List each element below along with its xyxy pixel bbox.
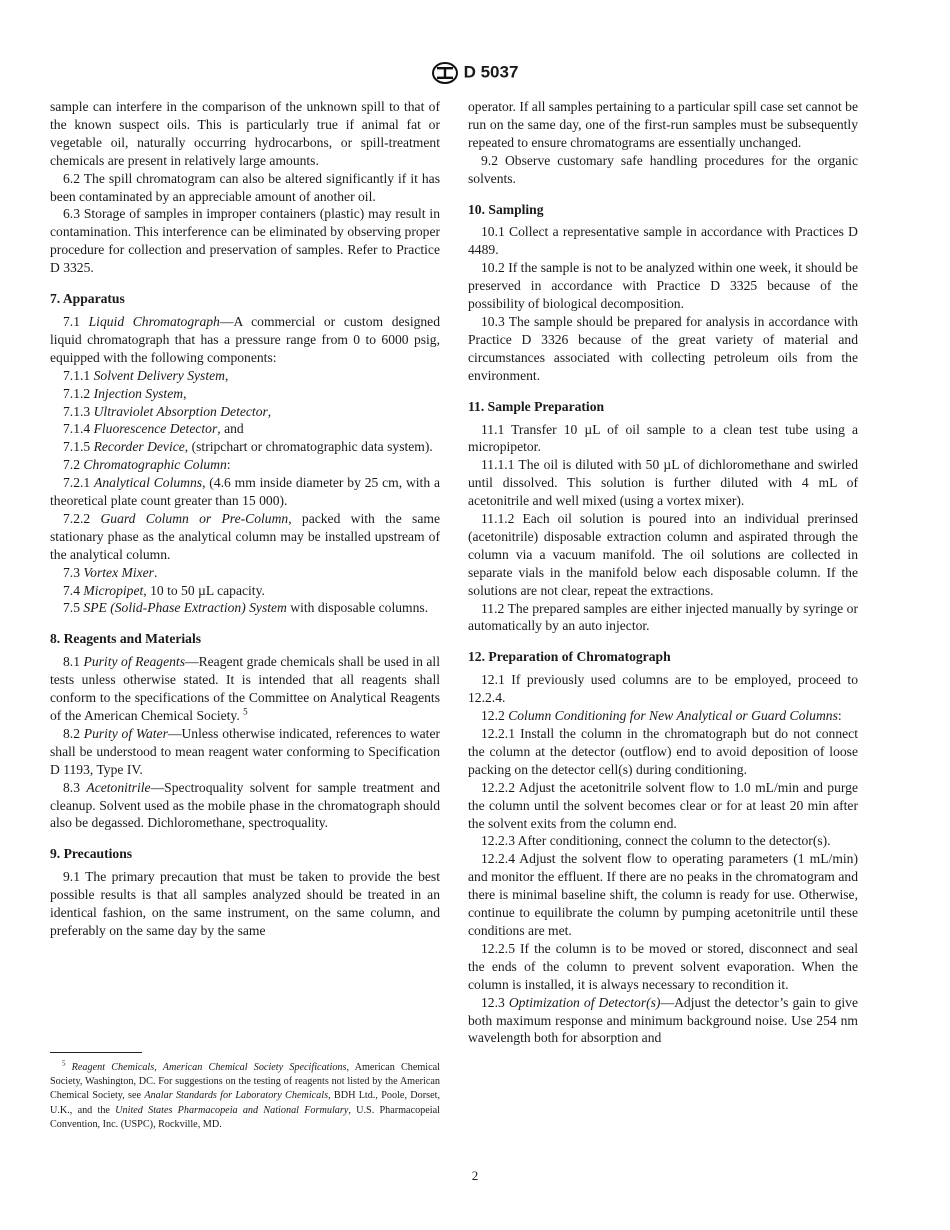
paragraph-6-2: 6.2 The spill chromatogram can also be altered significantly if it has been contaminated by an appreciable amount of another oil. — [50, 170, 440, 204]
paragraph-7-5: 7.5 SPE (Solid-Phase Extraction) System with disposable columns. — [63, 600, 429, 616]
astm-logo-icon — [432, 62, 458, 84]
section-heading-apparatus: 7. Apparatus — [50, 291, 125, 307]
paragraph-12-2-3: 12.2.3 After conditioning, connect the column to the detector(s). — [481, 833, 831, 849]
paragraph-7-2-2: 7.2.2 Guard Column or Pre-Column, packed with the same stationary phase as the analytical column may be installed upstream of the analytical column. — [50, 510, 440, 562]
footnote-ref: 5 — [243, 706, 248, 717]
section-heading-sample-preparation: 11. Sample Preparation — [468, 398, 605, 414]
footnote-divider — [50, 1052, 142, 1053]
paragraph-11-1-1: 11.1.1 The oil is diluted with 50 µL of dichloromethane and swirled until dissolved. This solution is further diluted with 4 mL of acetonitrile and well mixed (using a vortex mixer). — [468, 457, 858, 509]
paragraph-8-1: 8.1 Purity of Reagents—Reagent grade chemicals shall be used in all tests unless otherwise stated. It is intended that all reagents shall conform to the specifications of the Committee on Analytical Reagents of the American Chemical Society. $^5$ — [50, 654, 440, 723]
paragraph-7-2-1: 7.2.1 Analytical Columns, (4.6 mm inside diameter by 25 cm, with a theoretical plate count greater than 15 000). — [50, 475, 440, 509]
section-heading-reagents: 8. Reagents and Materials — [50, 631, 202, 647]
paragraph-12-2-4: 12.2.4 Adjust the solvent flow to operating parameters (1 mL/min) and monitor the effluent. If there are no peaks in the chromatogram and there is minimal baseline shift, the column is ready for use. Otherwise, continue to equilibrate the column by pumping acetonitrile until these conditions are met. — [468, 851, 858, 938]
paragraph-7-1-2: 7.1.2 Injection System, — [63, 385, 187, 401]
section-heading-precautions: 9. Precautions — [50, 846, 133, 862]
paragraph-12-2: 12.2 Column Conditioning for New Analytical or Guard Columns: — [481, 708, 842, 724]
paragraph-12-2-2: 12.2.2 Adjust the acetonitrile solvent flow to 1.0 mL/min and purge the column until the solvent becomes clear or for at least 20 min after the solvent exits from the column end. — [468, 779, 858, 831]
paragraph-8-3: 8.3 Acetonitrile—Spectroquality solvent for sample treatment and cleanup. Solvent used as the mobile phase in the chromatograph should also be degassed. Dichloromethane, spectroquality. — [50, 779, 440, 831]
section-heading-chromatograph: 12. Preparation of Chromatograph — [468, 649, 671, 665]
footnote: $^5$ Reagent Chemicals, American Chemical Society Specifications, American Chemical Society, Washington, DC. For suggestions on the testing of reagents not listed by the American Chemical Society, see Analar Standards for Laboratory Chemicals, BDH Ltd., Poole, Dorset, U.K., and the United States Pharmacopeia and National Formulary, U.S. Pharmacopeial Convention, Inc. (USPC), Rockville, MD. — [50, 1059, 441, 1130]
paragraph-7-1-1: 7.1.1 Solvent Delivery System, — [63, 367, 229, 383]
paragraph-6-3: 6.3 Storage of samples in improper containers (plastic) may result in contamination. This interference can be eliminated by observing proper procedure for collection and preservation of samples. Refer to Practice D 3325. — [50, 206, 440, 276]
paragraph-11-1-2: 11.1.2 Each oil solution is poured into an individual prerinsed (acetonitrile) disposable extraction column and aspirated through the column via a vacuum manifold. The oil solutions are collected in separate vials in the manifold below each disposable column. If the solutions are not clear, repeat the extractions. — [468, 511, 858, 598]
paragraph-12-2-5: 12.2.5 If the column is to be moved or stored, disconnect and seal the ends of the column to prevent solvent evaporation. When the column is installed, it is always necessary to recondition it. — [468, 940, 858, 992]
paragraph-11-1: 11.1 Transfer 10 µL of oil sample to a clean test tube using a micropipetor. — [468, 421, 858, 455]
paragraph: sample can interfere in the comparison of the unknown spill to that of the known suspect oils. This is particularly true if animal fat or vegetable oil, naturally occurring hydrocarbons, or spill-treatment chemicals are present in relatively large amounts. — [50, 99, 440, 168]
paragraph-9-1: 9.1 The primary precaution that must be taken to provide the best possible results is that all samples analyzed should be treated in an identical fashion, on the same instrument, on the same column, and preferably on the same day by the same — [50, 869, 440, 938]
paragraph-7-1-5: 7.1.5 Recorder Device, (stripchart or chromatographic data system). — [63, 439, 433, 455]
document-designation: D 5037 — [463, 62, 519, 82]
section-heading-sampling: 10. Sampling — [468, 201, 544, 217]
paragraph-12-2-1: 12.2.1 Install the column in the chromatograph but do not connect the column at the detector (outflow) end to avoid deposition of loose packing on the detector cell(s) during conditioning. — [468, 726, 858, 777]
right-column — [468, 98, 858, 1047]
paragraph-7-1: 7.1 Liquid Chromatograph—A commercial or custom designed liquid chromatograph that has a pressure range from 0 to 6000 psig, equipped with the following components: — [50, 313, 441, 365]
paragraph-10-1: 10.1 Collect a representative sample in accordance with Practices D 4489. — [468, 224, 858, 258]
left-column — [50, 98, 440, 940]
paragraph-7-2: 7.2 Chromatographic Column: — [63, 457, 231, 473]
paragraph-9-2: 9.2 Observe customary safe handling procedures for the organic solvents. — [468, 152, 858, 186]
paragraph-11-2: 11.2 The prepared samples are either injected manually by syringe or automatically by an auto injector. — [468, 600, 858, 634]
paragraph-8-2: 8.2 Purity of Water—Unless otherwise indicated, references to water shall be understood to mean reagent water conforming to Specification D 1193, Type IV. — [50, 725, 440, 777]
page-number: 2 — [471, 1168, 479, 1183]
paragraph: operator. If all samples pertaining to a particular spill case set cannot be run on the same day, one of the first-run samples must be subsequently repeated to ensure chromatograms are essentially unchanged. — [468, 99, 858, 150]
paragraph-10-2: 10.2 If the sample is not to be analyzed within one week, it should be preserved in accordance with Practice D 3325 because of the possibility of biological decomposition. — [468, 260, 858, 312]
paragraph-7-1-3: 7.1.3 Ultraviolet Absorption Detector, — [63, 403, 272, 419]
paragraph-7-1-4: 7.1.4 Fluorescence Detector, and — [63, 421, 244, 437]
page-header — [0, 62, 950, 84]
paragraph-7-3: 7.3 Vortex Mixer. — [63, 564, 158, 580]
paragraph-10-3: 10.3 The sample should be prepared for analysis in accordance with Practice D 3326 because of the great variety of material and circumstances associated with collecting petroleum oils from the environment. — [468, 313, 858, 383]
paragraph-12-1: 12.1 If previously used columns are to be employed, proceed to 12.2.4. — [468, 672, 858, 706]
paragraph-7-4: 7.4 Micropipet, 10 to 50 µL capacity. — [63, 582, 265, 598]
paragraph-12-3: 12.3 Optimization of Detector(s)—Adjust the detector’s gain to give both maximum response and minimum background noise. Use 254 nm wavelength both for absorption and — [468, 994, 858, 1046]
